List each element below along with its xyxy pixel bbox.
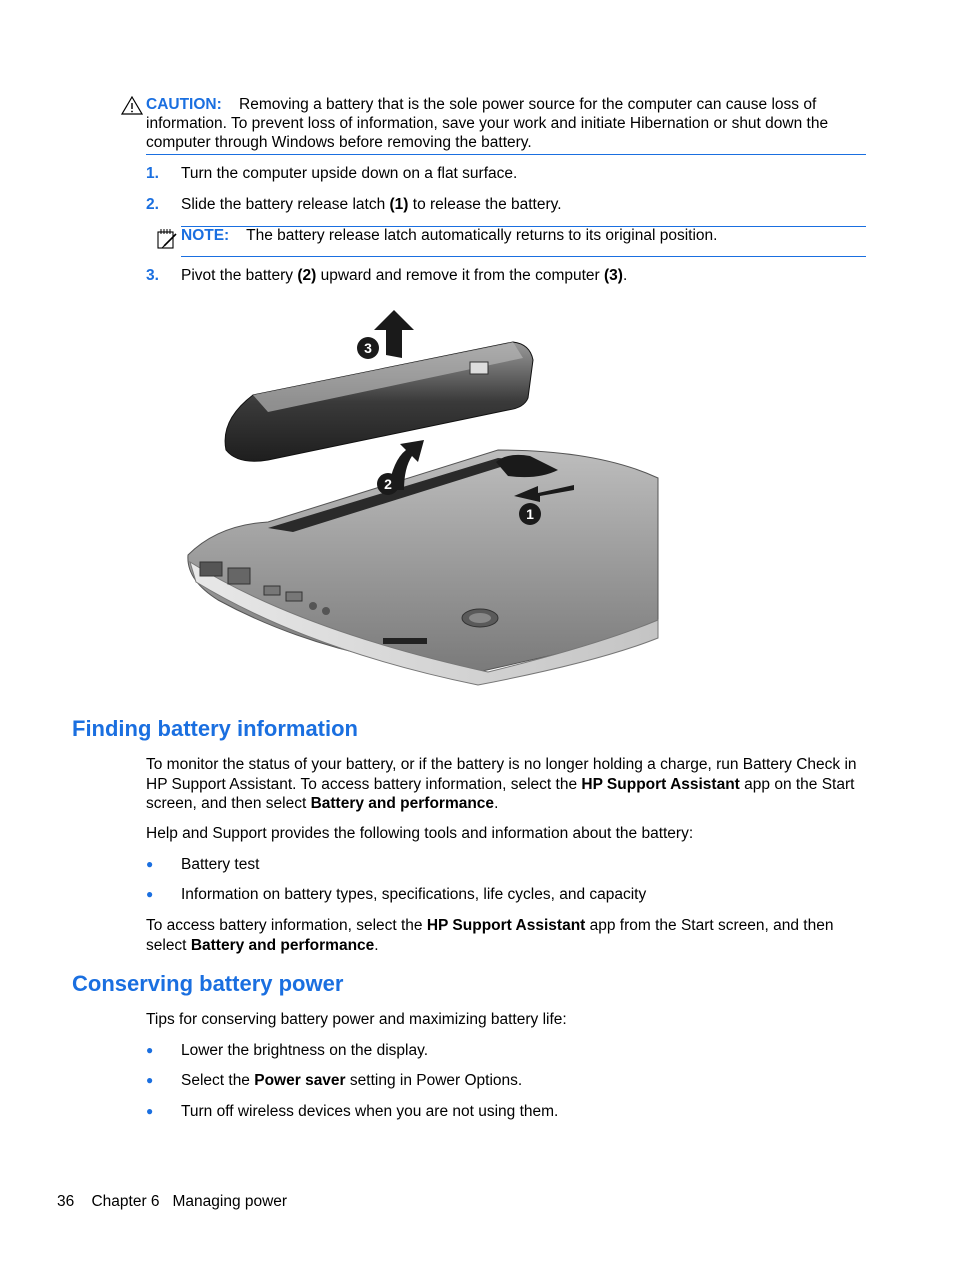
section1-paragraph-2: Help and Support provides the following tools and information about the battery: (146, 825, 694, 842)
caution-divider (146, 154, 866, 155)
caution-warning-icon (121, 96, 143, 120)
footer-title: Managing power (172, 1193, 288, 1210)
bullet-icon: ● (146, 887, 154, 901)
step-number: 1. (146, 165, 159, 182)
caution-text: Removing a battery that is the sole power source for the computer can cause loss of information. To prevent loss of information, save your work and initiate Hibernation or shut down the computer through Windows before removing the battery. (146, 96, 829, 151)
note-text: The battery release latch automatically returns to its original position. (246, 227, 718, 244)
step-text: Pivot the battery (2) upward and remove it from the computer (3). (181, 267, 628, 284)
section-heading-conserving-battery-power: Conserving battery power (72, 971, 344, 996)
step-number: 3. (146, 267, 159, 284)
note-paragraph (181, 226, 866, 245)
step-number: 2. (146, 196, 159, 213)
callout-1: 1 (526, 506, 534, 522)
section1-paragraph-3: To access battery information, select the HP Support Assistant app from the Start screen, and then select Battery and performance. (146, 917, 834, 954)
battery-removal-illustration (178, 300, 668, 700)
section-heading-finding-battery-information: Finding battery information (72, 716, 358, 741)
footer-chapter: Chapter 6 (91, 1193, 160, 1210)
bullet-icon: ● (146, 1073, 154, 1087)
note-label: NOTE: (181, 227, 230, 244)
section1-paragraph-1: To monitor the status of your battery, or if the battery is no longer holding a charge, run Battery Check in HP Support Assistant. To access battery information, select the HP Support Assistant app on the Start screen, and then select Battery and performance. (146, 756, 857, 812)
callout-2: 2 (384, 476, 392, 492)
step-text: Slide the battery release latch (1) to release the battery. (181, 196, 562, 213)
section2-intro: Tips for conserving battery power and maximizing battery life: (146, 1011, 567, 1028)
caution-paragraph (146, 95, 866, 152)
page-number: 36 (57, 1193, 75, 1210)
page-footer (57, 1192, 287, 1211)
callout-3: 3 (364, 340, 372, 356)
bullet-icon: ● (146, 1104, 154, 1118)
note-icon (156, 228, 178, 255)
note-bottom-divider (181, 256, 866, 257)
step-text: Turn the computer upside down on a flat surface. (181, 165, 518, 182)
bullet-icon: ● (146, 1043, 154, 1057)
bullet-icon: ● (146, 857, 154, 871)
caution-label: CAUTION: (146, 96, 222, 113)
